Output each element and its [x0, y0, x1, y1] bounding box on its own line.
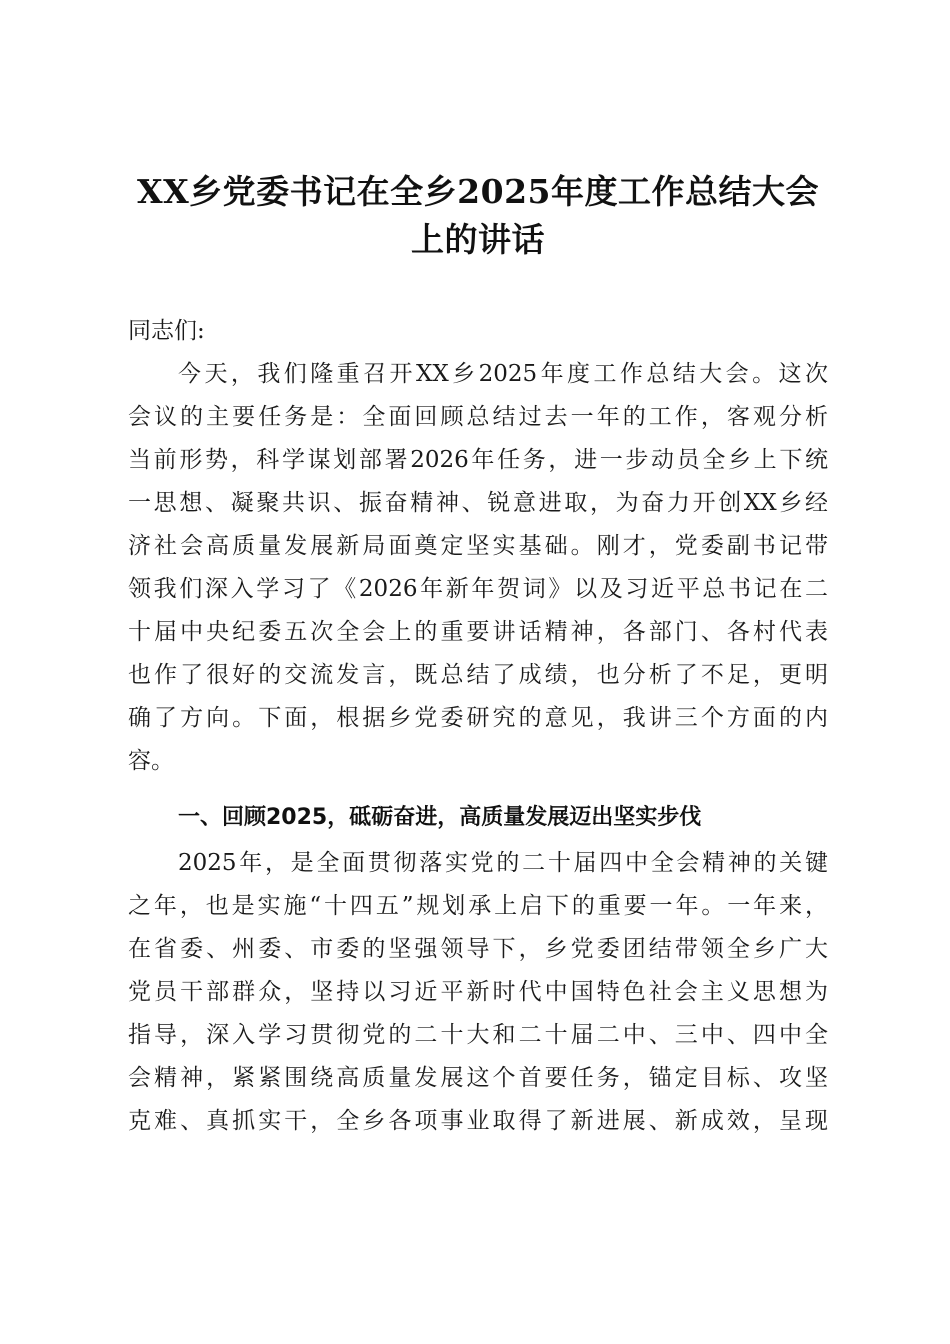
section1-line-5: 指导，深入学习贯彻党的二十大和二十届二中、三中、四中全	[128, 1022, 828, 1048]
intro-line-1: 今天，我们隆重召开XX乡2025年度工作总结大会。这次	[178, 361, 828, 387]
section1-line-2: 之年，也是实施“十四五”规划承上启下的重要一年。一年来，	[128, 893, 828, 919]
intro-line-8: 也作了很好的交流发言，既总结了成绩，也分析了不足，更明	[128, 662, 828, 688]
section1-line-1: 2025年，是全面贯彻落实党的二十届四中全会精神的关键	[178, 850, 828, 876]
salutation: 同志们:	[128, 318, 205, 344]
title-line-2: 上的讲话	[411, 220, 545, 259]
title-line-1: XX乡党委书记在全乡2025年度工作总结大会	[136, 172, 820, 211]
intro-line-2: 会议的主要任务是：全面回顾总结过去一年的工作，客观分析	[128, 404, 828, 430]
intro-line-4: 一思想、凝聚共识、振奋精神、锐意进取，为奋力开创XX乡经	[128, 490, 828, 516]
intro-line-7: 十届中央纪委五次全会上的重要讲话精神，各部门、各村代表	[128, 619, 828, 645]
section1-line-4: 党员干部群众，坚持以习近平新时代中国特色社会主义思想为	[128, 979, 828, 1005]
intro-line-6: 领我们深入学习了《2026年新年贺词》以及习近平总书记在二	[128, 576, 828, 602]
document-title	[128, 168, 828, 264]
intro-line-3: 当前形势，科学谋划部署2026年任务，进一步动员全乡上下统	[128, 447, 828, 473]
section1-line-7: 克难、真抓实干，全乡各项事业取得了新进展、新成效，呈现	[128, 1108, 828, 1134]
intro-line-9: 确了方向。下面，根据乡党委研究的意见，我讲三个方面的内	[128, 705, 828, 731]
section1-line-6: 会精神，紧紧围绕高质量发展这个首要任务，锚定目标、攻坚	[128, 1065, 828, 1091]
intro-line-10: 容。	[128, 748, 174, 774]
section-heading-1: 一、回顾2025，砥砺奋进，高质量发展迈出坚实步伐	[178, 805, 702, 830]
intro-line-5: 济社会高质量发展新局面奠定坚实基础。刚才，党委副书记带	[128, 533, 828, 559]
section1-line-3: 在省委、州委、市委的坚强领导下，乡党委团结带领全乡广大	[128, 936, 828, 962]
